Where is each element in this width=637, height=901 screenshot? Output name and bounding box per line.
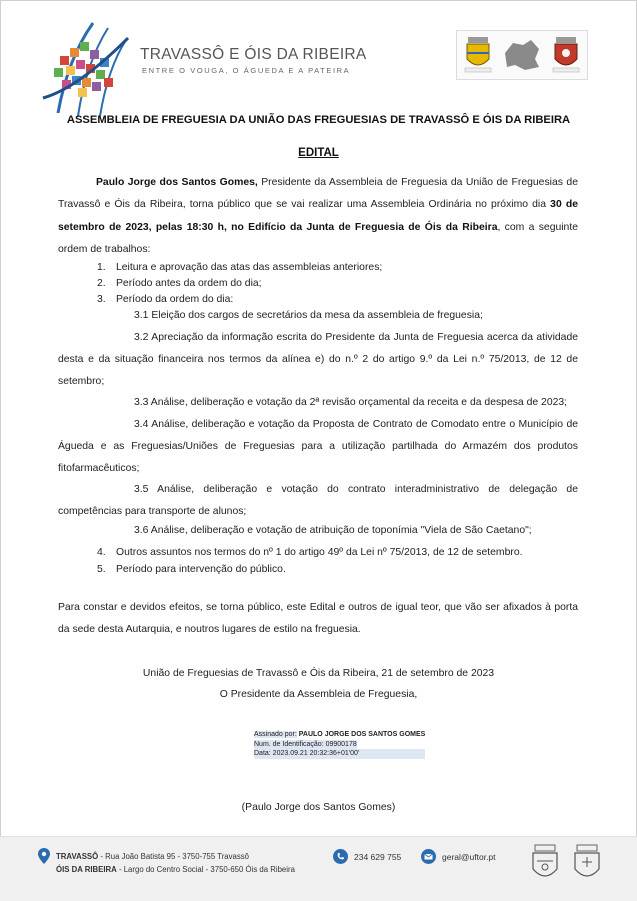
footer-address-text: - Rua João Batista 95 - 3750-755 Travassô [98,852,249,861]
subitem-text: 3.1 Eleição dos cargos de secretários da mesa da assembleia de freguesia; [134,310,483,321]
intro-text-1: Presidente da Assembleia de Freguesia da União de Freguesias de Travassô e Óis da Ribeira, torna público que se vai realizar uma Assembleia Ordinária no próximo dia [58,177,578,211]
travasso-crest-icon [463,35,493,75]
agenda-subitem [58,414,578,480]
document-title: EDITAL [298,147,339,159]
agenda-subitem [58,392,578,414]
footer-address-text: - Largo do Centro Social - 3750-650 Óis da Ribeira [116,865,295,874]
agenda-subitem [58,520,578,542]
agenda-number: 2. [97,278,106,289]
ois-da-ribeira-crest-icon [551,35,581,75]
agenda-subitem [58,327,578,393]
subitem-text: 3.3 Análise, deliberação e votação da 2ª revisão orçamental da receita e da despesa de 2023; [134,397,568,408]
intro-paragraph [58,172,578,261]
agenda-subitem [58,305,578,327]
footer-place: ÓIS DA RIBEIRA [56,865,117,874]
signatory-role: O Presidente da Assembleia de Freguesia, [219,689,418,700]
agenda-number: 5. [97,564,106,575]
footer-phone[interactable]: 234 629 755 [354,852,402,862]
header-crests [456,30,588,80]
subitem-text-cont: de Águeda e as Freguesias/Uniões de Freguesias para a utilização partilhada do Armazém dos produtos fitofarmacêuticos; [58,419,579,474]
footer-address-1 [56,852,249,861]
map-icon [501,37,543,73]
signed-by-name: PAULO JORGE DOS SANTOS GOMES [298,731,426,738]
footer-email[interactable]: geral@uftor.pt [442,852,496,862]
closing-paragraph: Para constar e devidos efeitos, se torna público, este Edital e outros de igual teor, que vão ser afixados à porta da sede desta Autarquia, e noutros lugares de estilo na freguesia. [58,602,578,636]
meeting-date: 30 de setembro de 2023, pelas 18:30 h, no Edifício da Junta de Freguesia de Óis da Ribeira [58,199,578,233]
president-name: Paulo Jorge dos Santos Gomes, [96,177,258,188]
agenda-text: Leitura e aprovação das atas das assembleias anteriores; [116,262,383,273]
signature-id: Num. de Identificação: 09900178 [254,740,357,748]
brand-title: TRAVASSÔ E ÓIS DA RIBEIRA [140,46,367,63]
signed-by-label: Assinado por: [254,731,297,738]
subitem-text: 3.2 Apreciação da informação escrita do Presidente da Junta de Freguesia acerca da [134,332,533,343]
ois-da-ribeira-crest-icon [570,843,604,887]
email-icon [421,849,436,864]
agenda-subitem [58,479,578,523]
subitem-text: 3.5 Análise, deliberação e votação do contrato interadministrativo de delegação de [134,484,578,495]
agenda-text: Outros assuntos nos termos do nº 1 do artigo 49º da Lei nº 75/2013, de 12 de setembro. [116,547,523,558]
travasso-crest-icon [528,843,562,887]
subitem-text: 3.6 Análise, deliberação e votação de atribuição de toponímia "Viela de São Caetano"; [134,525,532,536]
intro-text-2: , com a seguinte ordem de trabalhos: [58,221,579,255]
agenda-text: Período antes da ordem do dia; [116,278,262,289]
agenda-number: 1. [97,262,106,273]
signer-name: (Paulo Jorge dos Santos Gomes) [241,802,396,813]
location-pin-icon [38,848,50,864]
agenda-text: Período para intervenção do público. [116,564,286,575]
subitem-text-cont: atividade desta e da situação financeira nos termos da alínea e) do n.º 2 do artigo 9.º da Lei n.º 75/2013, de 12 de setembro; [58,332,578,387]
agenda-number: 4. [97,547,106,558]
phone-icon [333,849,348,864]
agenda-number: 3. [97,294,106,305]
agenda-text: Período da ordem do dia: [116,294,234,305]
signature-date: Data: 2023.09.21 20:32:36+01'00' [254,749,425,759]
parish-union-logo-icon [38,18,133,118]
subitem-text-cont: competências para transporte de alunos; [58,506,247,517]
footer-place: TRAVASSÔ [56,852,99,861]
document-heading: ASSEMBLEIA DE FREGUESIA DA UNIÃO DAS FREGUESIAS DE TRAVASSÔ E ÓIS DA RIBEIRA [66,114,571,126]
subitem-text: 3.4 Análise, deliberação e votação da Proposta de Contrato de Comodato entre o Município [134,419,564,430]
place-date: União de Freguesias de Travassô e Óis da Ribeira, 21 de setembro de 2023 [142,668,495,679]
brand-subtitle: ENTRE O VOUGA, O ÁGUEDA E A PATEIRA [142,66,351,75]
digital-signature [254,730,425,759]
footer-address-2 [56,865,295,874]
